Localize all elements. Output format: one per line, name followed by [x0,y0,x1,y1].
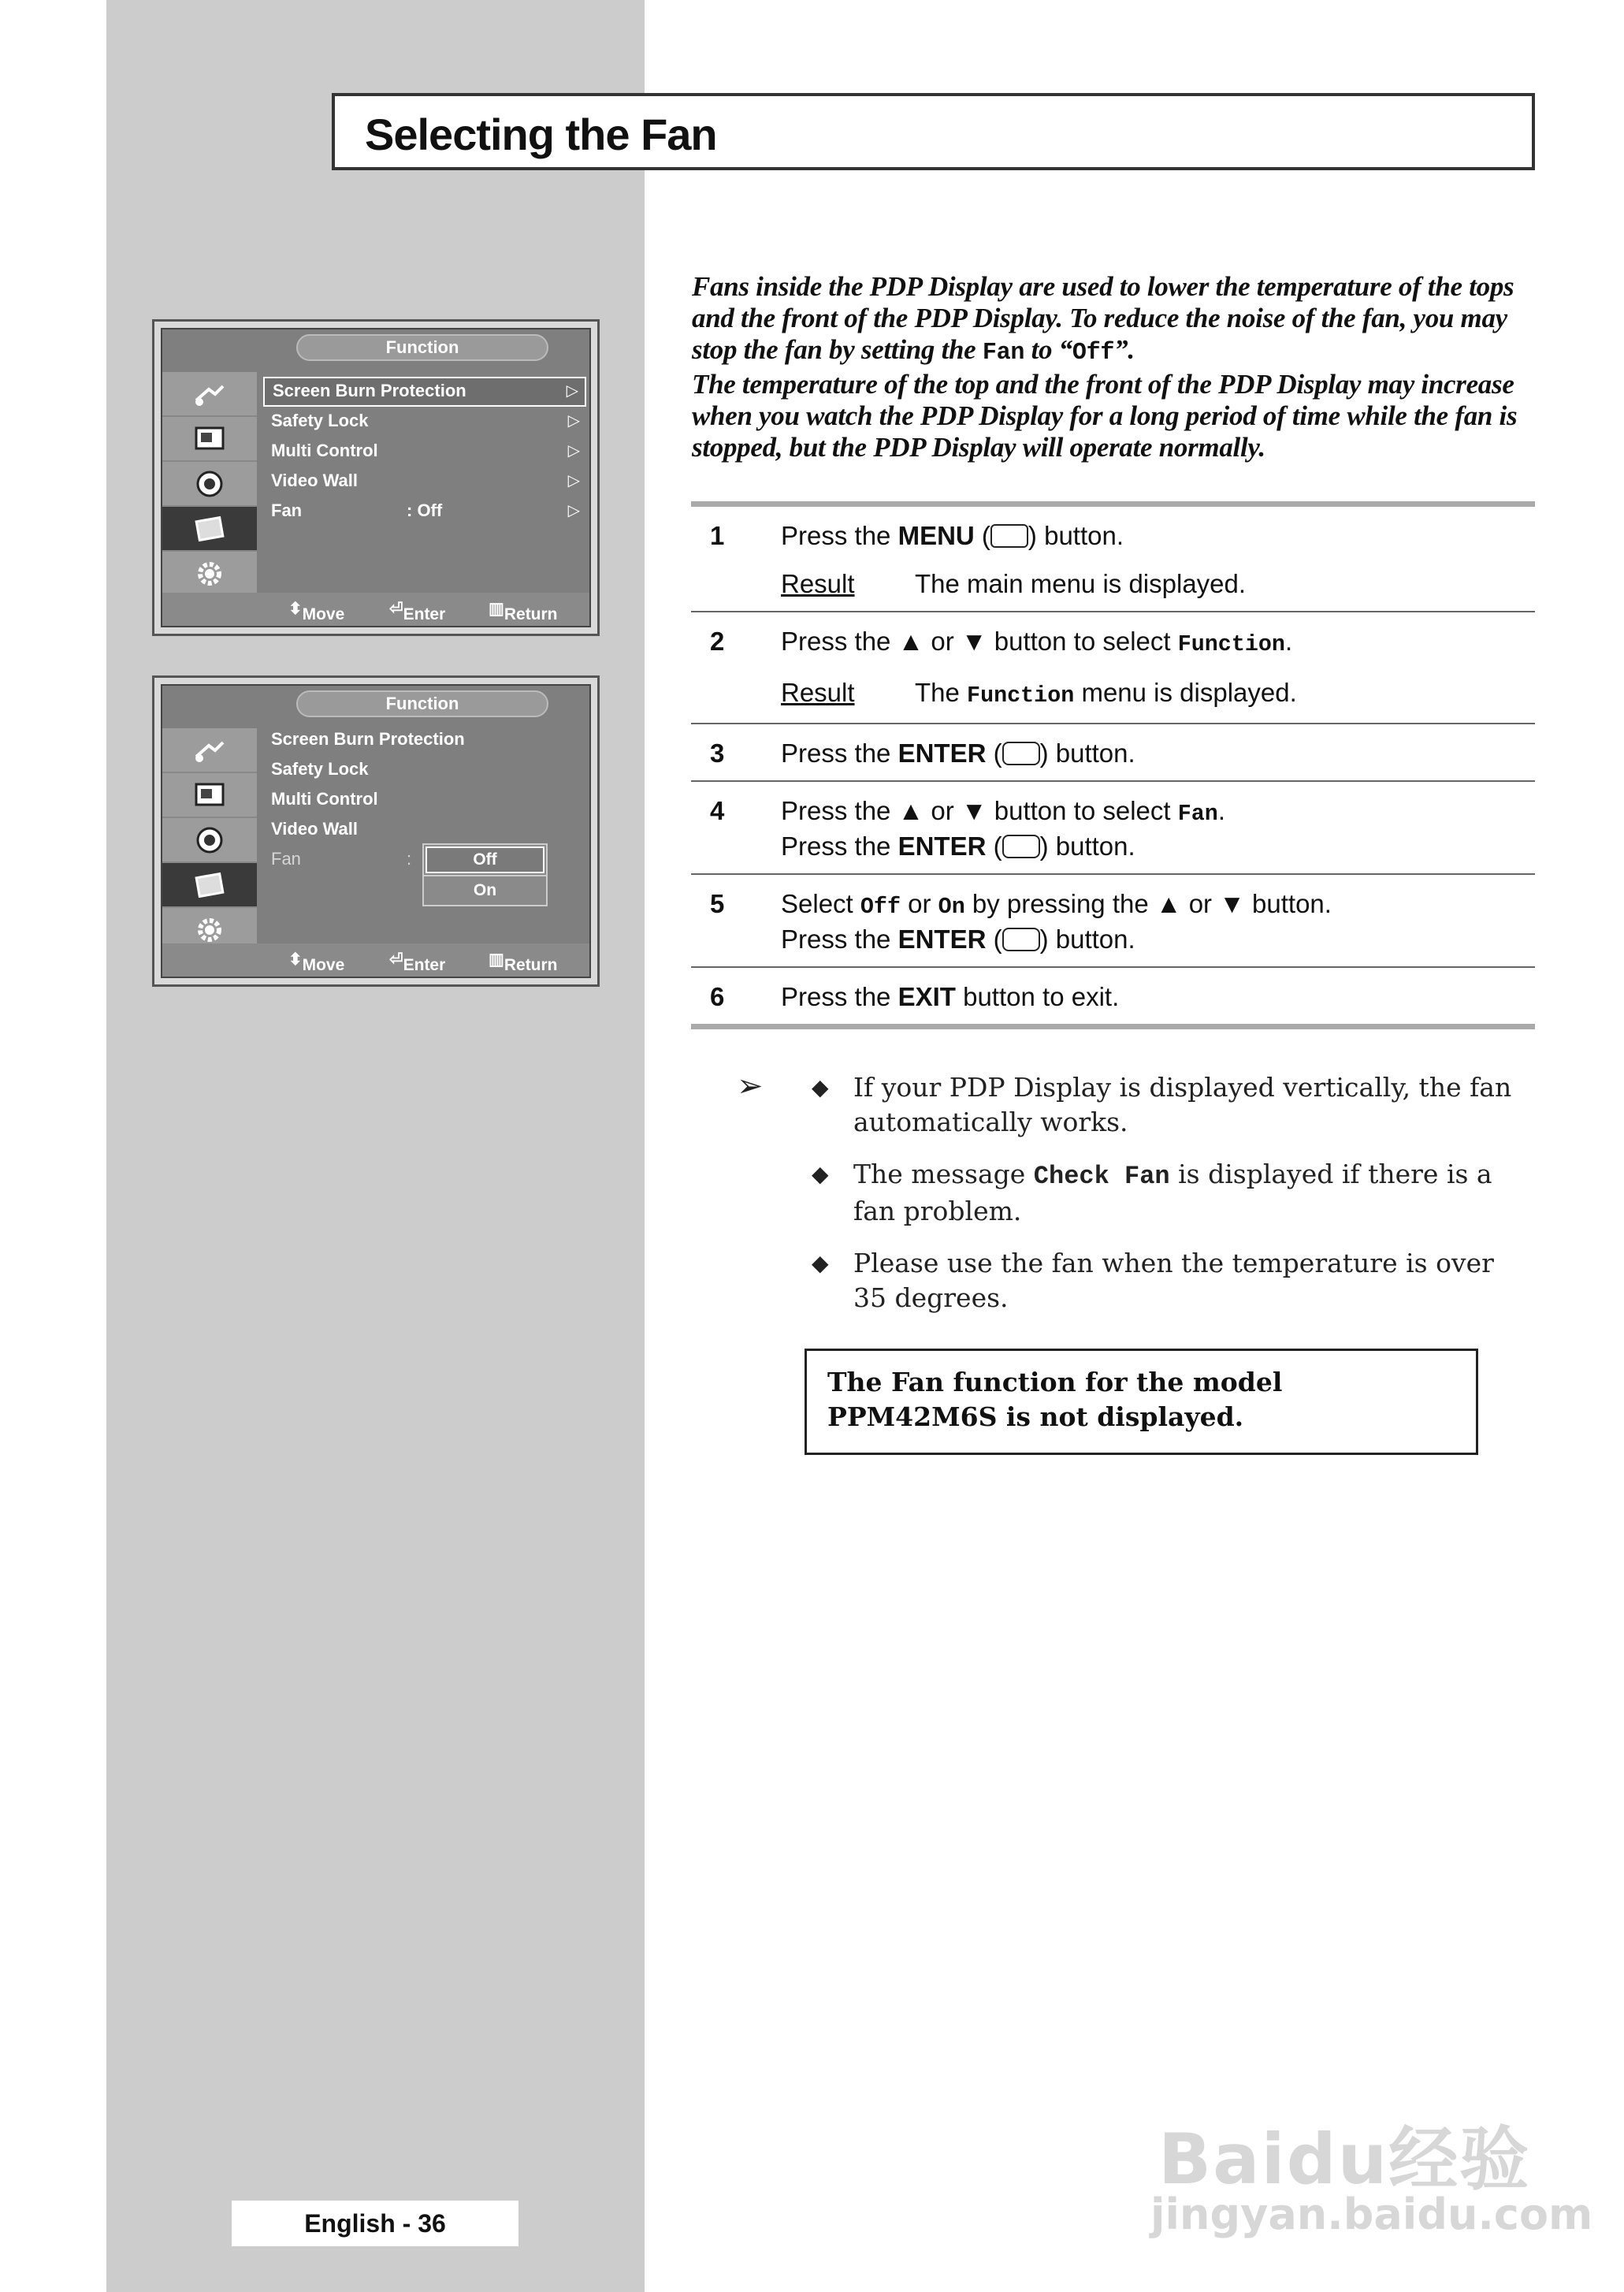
notes-section [737,1070,1525,1333]
osd-menu-function-fan-options [152,675,600,987]
osd-item-video-wall[interactable]: Video Wall [271,819,359,839]
input-icon [162,372,257,417]
osd-item-safety-lock[interactable]: Safety Lock [271,759,369,779]
enter-hint: ⏎ Enter [389,600,446,623]
bullet-diamond-icon: ◆ [812,1250,829,1276]
function-icon [162,507,257,552]
osd-screen [161,328,591,627]
osd-screen [161,684,591,978]
step-6: 6 Press the EXIT button to exit. [710,982,1120,1011]
submenu-arrow-icon: ▷ [566,382,578,400]
steps-table [691,501,1535,1029]
bullet-diamond-icon: ◆ [812,1074,829,1100]
return-hint: ▥ Return [489,951,558,974]
intro-paragraph-2: The temperature of the top and the front of the PDP Display may increase when you watch the PDP Display for a long period of time while the fan is stopped, but the PDP Display will operate normally. [692,369,1518,463]
step-3: 3 Press the ENTER ( ) button. [691,724,1535,782]
return-hint: ▥ Return [489,600,558,623]
note-item: ◆ The message Check Fan is displayed if there is a fan problem. [812,1159,1492,1226]
osd-item-safety-lock[interactable]: Safety Lock ▷ [263,407,586,437]
fan-value: : Off [407,500,443,520]
osd-footer [162,593,589,626]
sound-icon [162,462,257,507]
enter-key-icon [1002,835,1040,858]
page-title: Selecting the Fan [365,110,717,159]
function-icon [162,863,257,908]
osd-item-fan[interactable]: Fan : [271,849,412,869]
submenu-arrow-icon: ▷ [567,412,580,430]
osd-item-list [263,377,586,526]
enter-key-icon [1002,742,1040,765]
step-4: 4 Press the ▲ or ▼ button to select Fan. Press the ENTER ( ) button. [691,782,1535,875]
move-hint: ⬍ Move [288,600,345,623]
note-arrow-icon: ➢ [737,1068,764,1104]
step-1: 1 Press the MENU ( ) button. Result The main menu is displayed. [691,507,1535,612]
page-footer: English - 36 [232,2201,518,2246]
picture-icon [162,773,257,818]
watermark-url: jingyan.baidu.com [1150,2190,1593,2239]
submenu-arrow-icon: ▷ [567,502,580,519]
osd-header: Function [296,334,548,361]
osd-item-screen-burn-protection[interactable]: Screen Burn Protection [271,729,465,749]
step-5: 5 Select Off or On by pressing the ▲ or ▼ button. Press the ENTER ( ) button. [691,875,1535,968]
bullet-diamond-icon: ◆ [812,1161,829,1187]
baidu-watermark [1150,2049,1593,2239]
osd-item-multi-control[interactable]: Multi Control [271,789,378,809]
enter-key-icon [1002,928,1040,951]
osd-header: Function [296,690,548,717]
menu-key-icon [990,524,1028,548]
fan-option-off[interactable]: Off [426,846,544,873]
osd-icon-column [162,372,257,597]
watermark-brand: Baidu经验 [1158,2119,1531,2200]
submenu-arrow-icon: ▷ [567,442,580,460]
intro-text [692,271,1543,463]
osd-item-fan[interactable]: Fan : Off ▷ [263,497,586,526]
osd-item-video-wall[interactable]: Video Wall ▷ [263,467,586,497]
model-notice-box: The Fan function for the model PPM42M6S is not displayed. [805,1349,1478,1455]
picture-icon [162,417,257,462]
submenu-arrow-icon: ▷ [567,472,580,489]
input-icon [162,728,257,773]
page-title-box [332,93,1535,170]
step-2: 2 Press the ▲ or ▼ button to select Function. Result The Function menu is displayed. [691,612,1535,724]
setup-gear-icon [162,552,257,597]
fan-options-dropdown[interactable] [422,843,548,906]
note-item: ◆ If your PDP Display is displayed vertically, the fan automatically works. [812,1072,1512,1137]
enter-hint: ⏎ Enter [389,951,446,974]
intro-paragraph-1: Fans inside the PDP Display are used to lower the temperature of the tops and the front of the PDP Display. To reduce the noise of the fan, you may stop the fan by setting the Fan to “Off”. [692,271,1514,366]
osd-menu-function [152,319,600,636]
move-hint: ⬍ Move [288,951,345,974]
note-item: ◆ Please use the fan when the temperature is over 35 degrees. [812,1248,1494,1313]
fan-option-on[interactable]: On [424,875,546,905]
osd-item-screen-burn-protection[interactable]: Screen Burn Protection ▷ [263,377,586,407]
osd-item-multi-control[interactable]: Multi Control ▷ [263,437,586,467]
osd-footer [162,943,589,977]
sound-icon [162,818,257,863]
osd-icon-column [162,728,257,953]
